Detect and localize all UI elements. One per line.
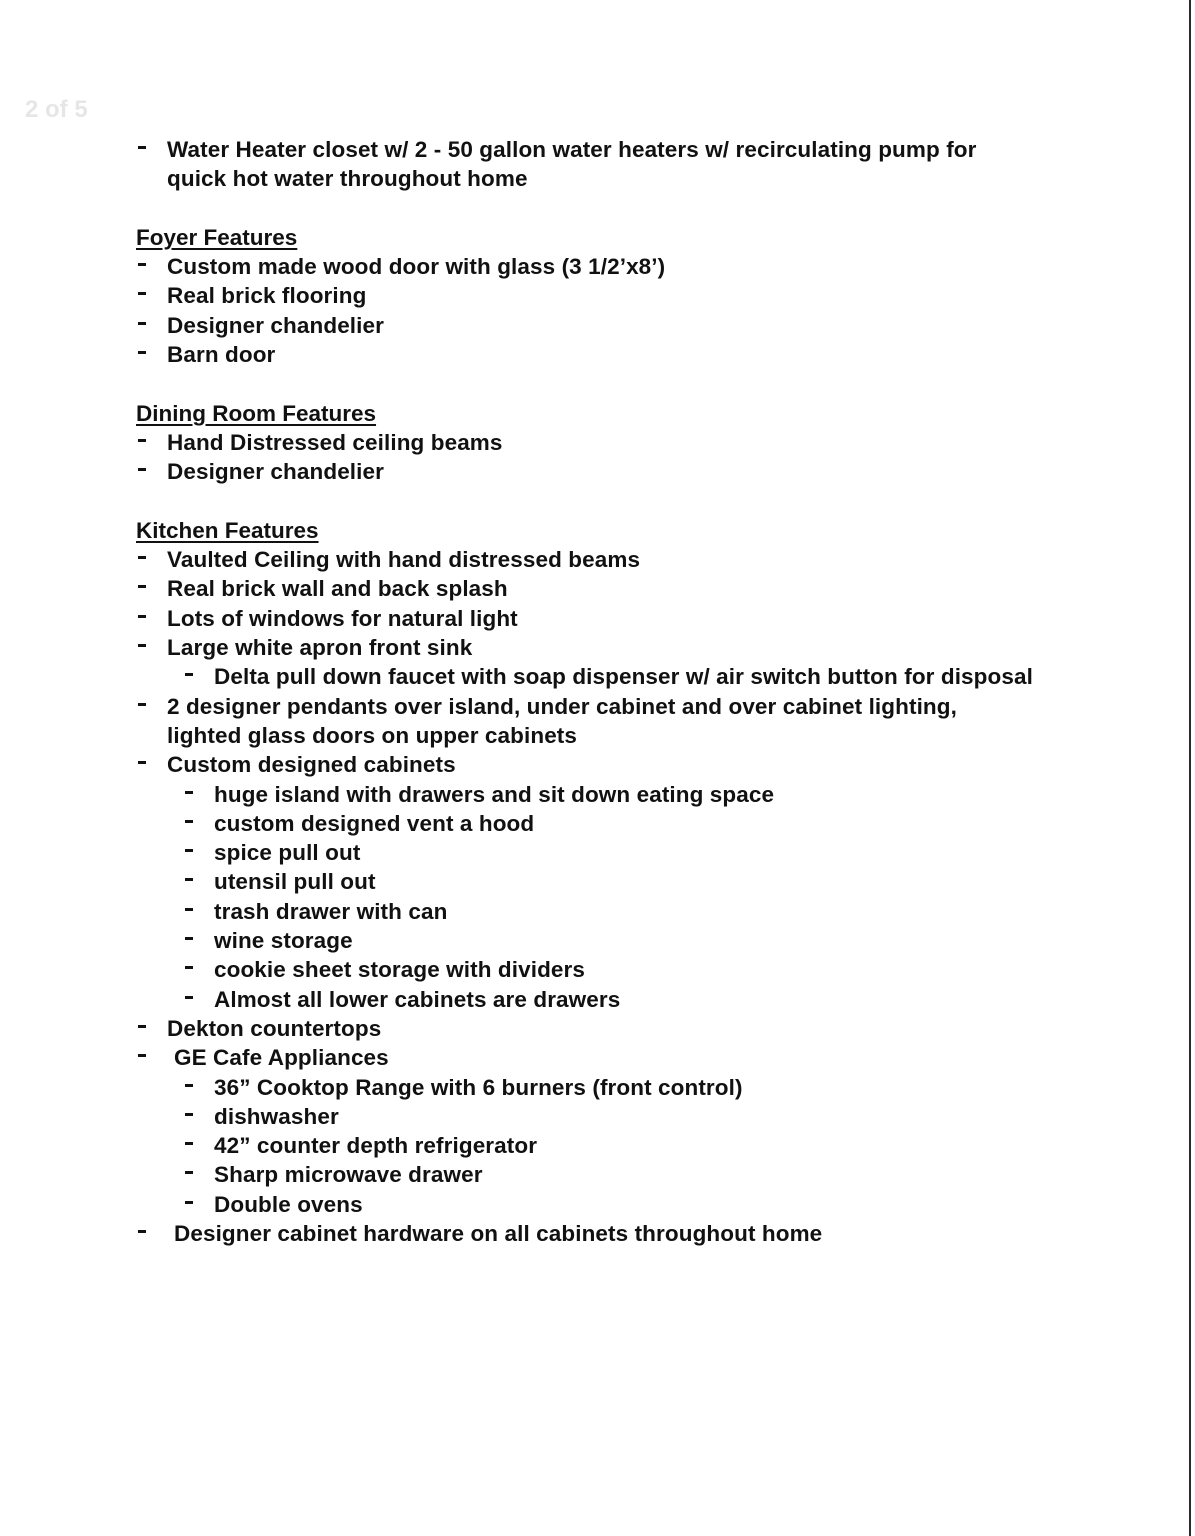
list-item xyxy=(136,1219,1036,1248)
list-item-text: Hand Distressed ceiling beams xyxy=(167,429,503,455)
list-item xyxy=(136,574,1036,603)
list-item-text: Water Heater closet w/ 2 - 50 gallon water heaters w/ recirculating pump for quick hot water throughout home xyxy=(167,137,977,192)
sub-list-item xyxy=(136,1073,1036,1102)
list-item xyxy=(136,604,1036,633)
section-heading-foyer: Foyer Features xyxy=(136,224,298,250)
sub-list-item xyxy=(136,985,1036,1014)
list-item-text: Vaulted Ceiling with hand distressed beams xyxy=(167,547,641,573)
list-item-text: Designer cabinet hardware on all cabinets throughout home xyxy=(174,1220,823,1246)
sub-list-item xyxy=(136,955,1036,984)
list-item-text: Designer chandelier xyxy=(167,459,384,485)
list-item xyxy=(136,428,1036,457)
list-item xyxy=(136,633,1036,662)
sub-list-item-text: Delta pull down faucet with soap dispenser w/ air switch button for disposal xyxy=(214,664,1033,690)
list-item xyxy=(136,1014,1036,1043)
list-item-text: Dekton countertops xyxy=(167,1015,382,1041)
list-item xyxy=(136,545,1036,574)
sub-list-item-text: Double ovens xyxy=(214,1191,363,1217)
list-item-text: Lots of windows for natural light xyxy=(167,605,518,631)
list-item xyxy=(136,1043,1036,1072)
sub-list-item xyxy=(136,897,1036,926)
sub-list-item-text: Almost all lower cabinets are drawers xyxy=(214,986,621,1012)
sub-list-item-text: 36” Cooktop Range with 6 burners (front control) xyxy=(214,1074,743,1100)
sub-list-item xyxy=(136,867,1036,896)
list-item xyxy=(136,252,1036,281)
list-item xyxy=(136,692,1036,751)
sub-list-item xyxy=(136,1102,1036,1131)
section-heading-dining: Dining Room Features xyxy=(136,400,377,426)
list-item-text: Custom made wood door with glass (3 1/2’x8’) xyxy=(167,254,666,280)
sub-list-item-text: huge island with drawers and sit down eating space xyxy=(214,781,775,807)
page-indicator: 2 of 5 xyxy=(25,96,88,123)
sub-list-item xyxy=(136,1131,1036,1160)
list-item xyxy=(136,457,1036,486)
list-item-text: 2 designer pendants over island, under cabinet and over cabinet lighting, lighted glass doors on upper cabinets xyxy=(167,693,957,748)
list-item-text: Designer chandelier xyxy=(167,312,384,338)
sub-list-item-text: Sharp microwave drawer xyxy=(214,1162,483,1188)
document-content xyxy=(136,135,1036,1248)
list-item-text: Real brick wall and back splash xyxy=(167,576,508,602)
sub-list-item xyxy=(136,926,1036,955)
sub-list-item-text: custom designed vent a hood xyxy=(214,810,535,836)
sub-list-item-text: 42” counter depth refrigerator xyxy=(214,1133,538,1159)
sub-list-item xyxy=(136,662,1036,691)
list-item-text: Real brick flooring xyxy=(167,283,367,309)
list-item xyxy=(136,281,1036,310)
sub-list-item xyxy=(136,1160,1036,1189)
sub-list-item xyxy=(136,838,1036,867)
sub-list-item-text: cookie sheet storage with dividers xyxy=(214,957,586,983)
sub-list-item xyxy=(136,1190,1036,1219)
list-item xyxy=(136,340,1036,369)
sub-list-item-text: trash drawer with can xyxy=(214,898,448,924)
list-item xyxy=(136,750,1036,779)
sub-list-item xyxy=(136,809,1036,838)
list-item xyxy=(136,311,1036,340)
list-item-text: Barn door xyxy=(167,342,276,368)
list-item-text: GE Cafe Appliances xyxy=(174,1045,389,1071)
sub-list-item-text: wine storage xyxy=(214,928,353,954)
list-item xyxy=(136,135,1036,194)
page-edge-divider xyxy=(1189,0,1191,1536)
sub-list-item-text: dishwasher xyxy=(214,1103,339,1129)
sub-list-item xyxy=(136,780,1036,809)
sub-list-item-text: utensil pull out xyxy=(214,869,376,895)
section-heading-kitchen: Kitchen Features xyxy=(136,517,319,543)
list-item-text: Custom designed cabinets xyxy=(167,752,456,778)
sub-list-item-text: spice pull out xyxy=(214,840,361,866)
list-item-text: Large white apron front sink xyxy=(167,635,473,661)
